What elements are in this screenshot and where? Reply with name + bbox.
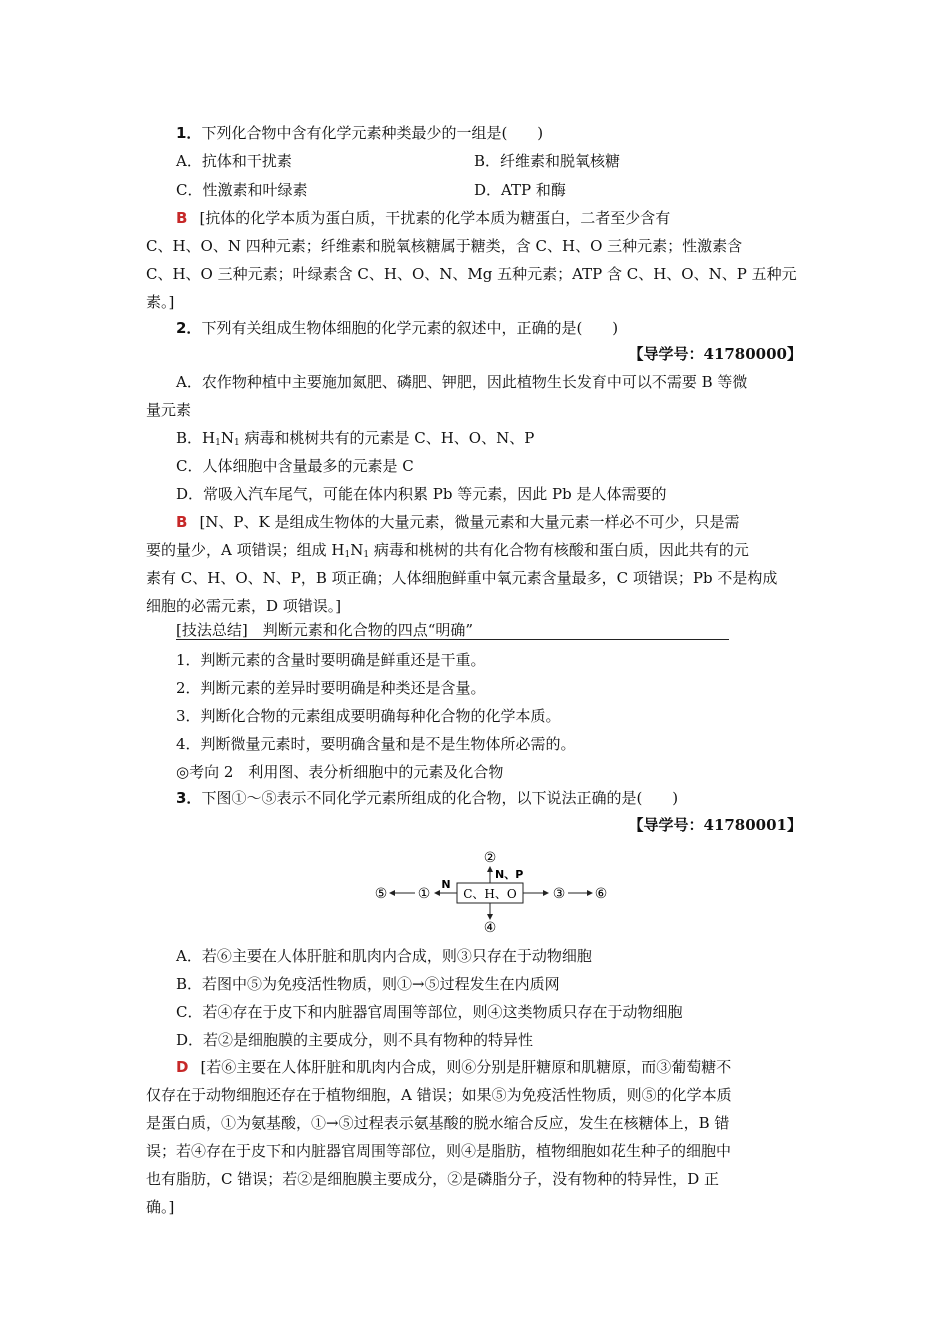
- q3-explanation-2: 仅存在于动物细胞还存在于植物细胞，A 错误；如果⑤为免疫活性物质，则⑤的化学本质: [146, 1086, 732, 1104]
- center-label: C、H、O: [463, 887, 517, 901]
- summary-item-4: 4．判断微量元素时，要明确含量和是不是生物体所必需的。: [176, 735, 576, 753]
- q1-explanation-2: C、H、O、N 四种元素；纤维素和脱氧核糖属于糖类，含 C、H、O 三种元素；性激素含: [146, 237, 743, 255]
- q3-option-d: D．若②是细胞膜的主要成分，则不具有物种的特异性: [176, 1031, 534, 1049]
- q2-explanation-2: 要的量少，A 项错误；组成 $H_1N_1$ 病毒和桃树的共有化合物有核酸和蛋白质，因此共有的元: [146, 541, 749, 560]
- q3-stem: 3．下图①～⑤表示不同化学元素所组成的化合物，以下说法正确的是( ): [176, 789, 679, 807]
- q3-explanation-1: D [若⑥主要在人体肝脏和肌肉内合成，则⑥分别是肝糖原和肌糖原，而③葡萄糖不: [176, 1058, 732, 1076]
- q2-option-a-2: 量元素: [146, 401, 192, 419]
- q3-option-b: B．若图中⑤为免疫活性物质，则①→⑤过程发生在内质网: [176, 975, 560, 993]
- q1-stem: 1．下列化合物中含有化学元素种类最少的一组是( ): [176, 124, 544, 142]
- summary-item-1: 1．判断元素的含量时要明确是鲜重还是干重。: [176, 651, 486, 669]
- q1-option-b: B．纤维素和脱氧核糖: [474, 152, 621, 170]
- q1-option-c: C．性激素和叶绿素: [176, 181, 308, 199]
- compound-diagram: [368, 846, 613, 934]
- node-3: ③: [552, 886, 566, 902]
- summary-item-3: 3．判断化合物的元素组成要明确每种化合物的化学本质。: [176, 707, 561, 725]
- q2-option-a-1: A．农作物种植中主要施加氮肥、磷肥、钾肥，因此植物生长发育中可以不需要 B 等微: [176, 373, 748, 391]
- q2-reference: 【导学号：41780000】: [628, 345, 802, 363]
- q3-explanation-5: 也有脂肪，C 错误；若②是细胞膜主要成分，②是磷脂分子，没有物种的特异性，D 正: [146, 1170, 720, 1188]
- q1-explanation-4: 素。]: [146, 293, 175, 311]
- q1-option-d: D．ATP 和酶: [474, 181, 566, 199]
- q3-explanation-6: 确。]: [146, 1198, 175, 1216]
- q1-option-a: A．抗体和干扰素: [176, 152, 292, 170]
- q3-option-a: A．若⑥主要在人体肝脏和肌肉内合成，则③只存在于动物细胞: [176, 947, 592, 965]
- q1-explanation-3: C、H、O 三种元素；叶绿素含 C、H、O、N、Mg 五种元素；ATP 含 C、H、O、N、P 五种元: [146, 265, 797, 283]
- q3-answer: D: [176, 1058, 189, 1076]
- q2-explanation-3: 素有 C、H、O、N、P，B 项正确；人体细胞鲜重中氧元素含量最多，C 项错误；Pb 不是构成: [146, 569, 778, 587]
- node-5: ⑤: [374, 886, 388, 902]
- q2-explanation-4: 细胞的必需元素，D 项错误。]: [146, 597, 342, 615]
- label-np: N、P: [495, 868, 524, 881]
- q2-stem: 2．下列有关组成生物体细胞的化学元素的叙述中，正确的是( ): [176, 319, 619, 337]
- summary-title: [技法总结] 判断元素和化合物的四点“明确”: [176, 621, 474, 639]
- node-2: ②: [483, 850, 497, 866]
- node-4: ④: [483, 920, 497, 934]
- q2-answer: B: [176, 513, 188, 531]
- q2-option-c: C．人体细胞中含量最多的元素是 C: [176, 457, 414, 475]
- q2-explanation-1: B [N、P、K 是组成生物体的大量元素，微量元素和大量元素一样必不可少，只是需: [176, 513, 740, 531]
- summary-underline: [176, 639, 729, 640]
- node-1: ①: [417, 886, 431, 902]
- q2-option-b: B．$H_1N_1$ 病毒和桃树共有的元素是 C、H、O、N、P: [176, 429, 535, 448]
- q2-option-d: D．常吸入汽车尾气，可能在体内积累 Pb 等元素，因此 Pb 是人体需要的: [176, 485, 667, 503]
- q3-explanation-4: 误；若④存在于皮下和内脏器官周围等部位，则④是脂肪，植物细胞如花生种子的细胞中: [146, 1142, 732, 1160]
- q1-explanation-1: B [抗体的化学本质为蛋白质，干扰素的化学本质为糖蛋白，二者至少含有: [176, 209, 671, 227]
- label-n: N: [441, 878, 451, 891]
- q3-reference: 【导学号：41780001】: [628, 816, 802, 834]
- summary-item-2: 2．判断元素的差异时要明确是种类还是含量。: [176, 679, 486, 697]
- q3-option-c: C．若④存在于皮下和内脏器官周围等部位，则④这类物质只存在于动物细胞: [176, 1003, 683, 1021]
- node-6: ⑥: [594, 886, 608, 902]
- q3-explanation-3: 是蛋白质，①为氨基酸，①→⑤过程表示氨基酸的脱水缩合反应，发生在核糖体上，B 错: [146, 1114, 730, 1132]
- section-heading: ◎考向 2 利用图、表分析细胞中的元素及化合物: [176, 763, 504, 781]
- q1-answer: B: [176, 209, 188, 227]
